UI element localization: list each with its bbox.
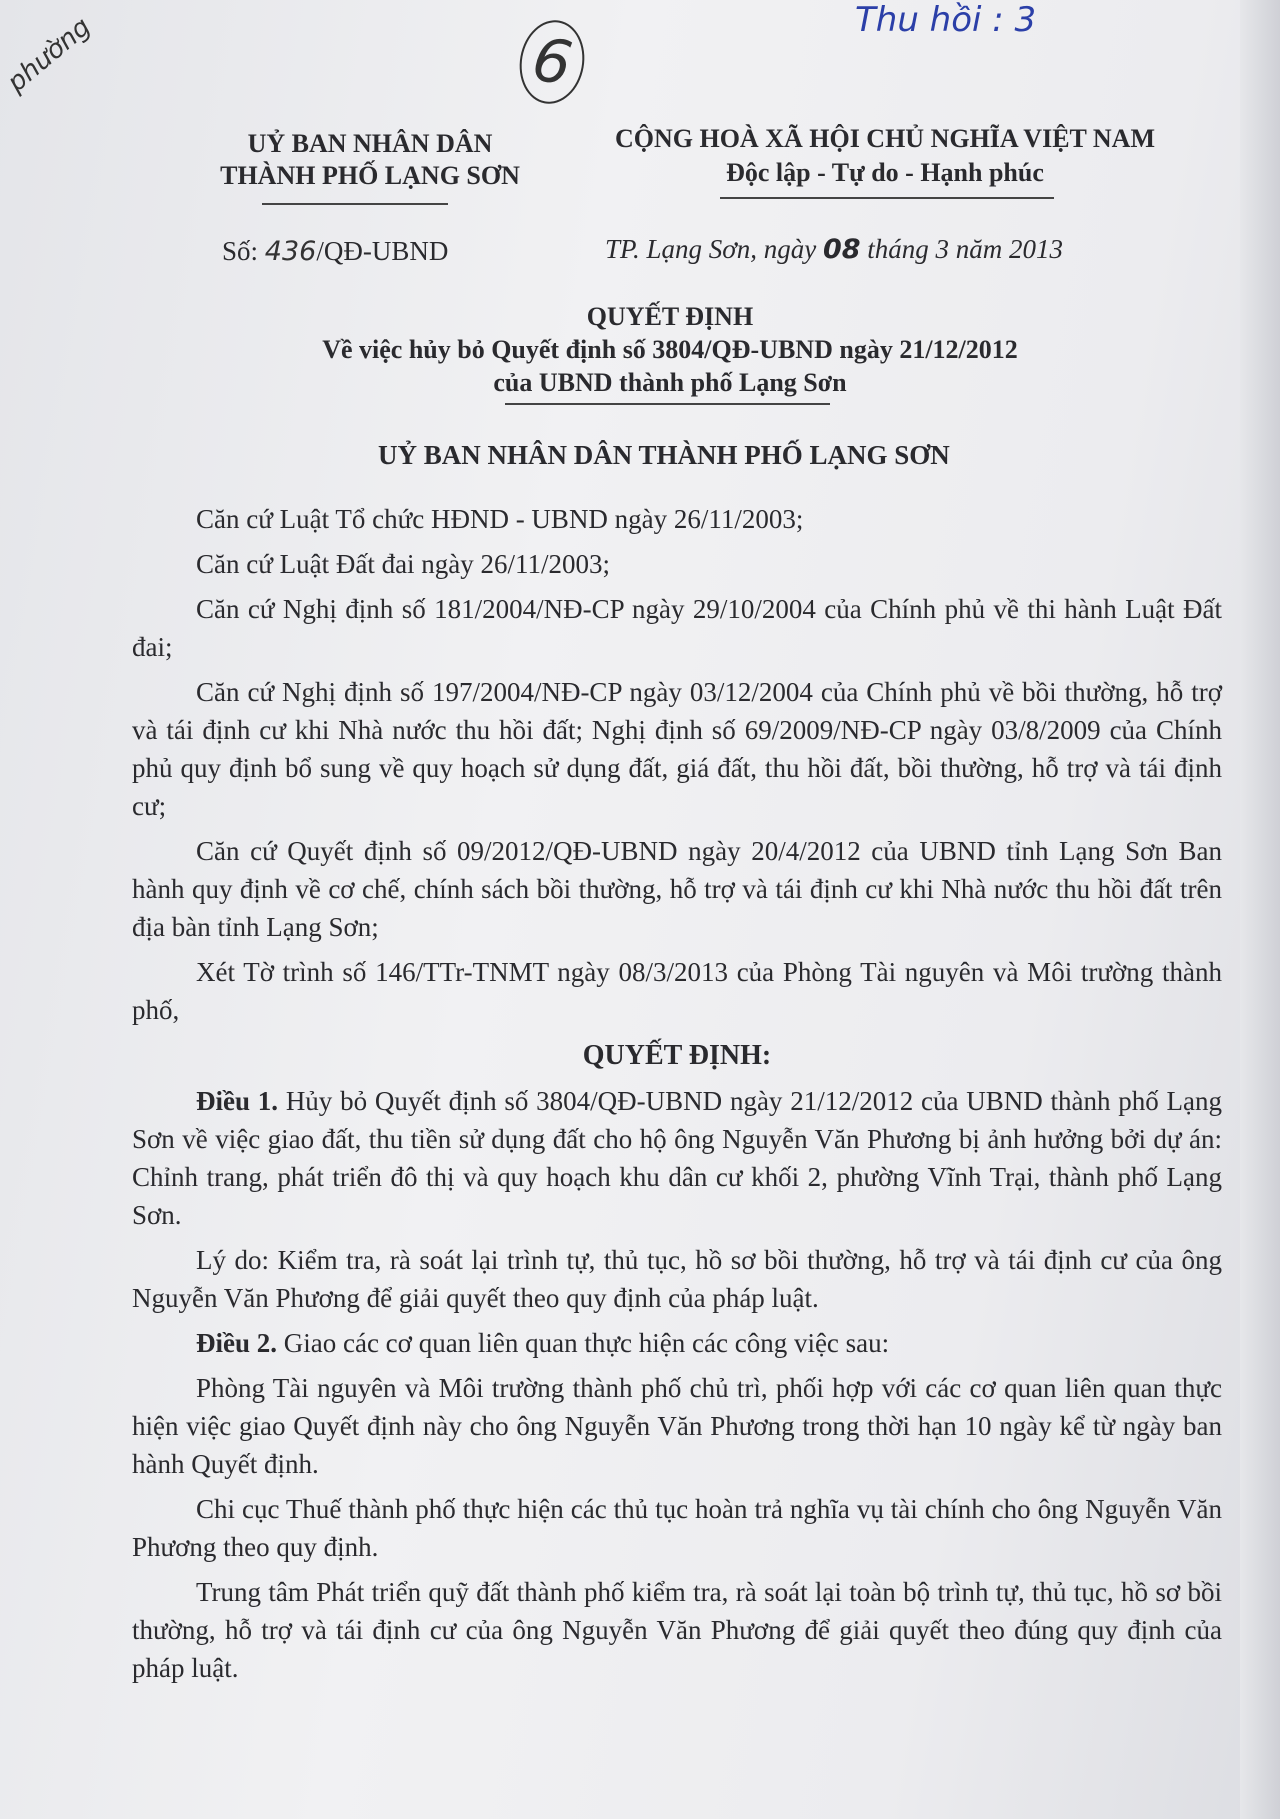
article-1-label: Điều 1.: [196, 1086, 279, 1116]
page-edge: [1240, 0, 1280, 1819]
basis-text: Căn cứ Nghị định số 197/2004/NĐ-CP ngày 03/12/2004 của Chính phủ về bồi thường, hỗ trợ và tái định cư khi Nhà nước thu hồi đất; Nghị định số 69/2009/NĐ-CP ngày 03/8/2009 của Chính phủ quy định bổ sung về quy hoạch sử dụng đất, giá đất, thu hồi đất, bồi thường, hỗ trợ và tái định cư;: [132, 677, 1222, 821]
basis-text: Căn cứ Luật Đất đai ngày 26/11/2003;: [196, 549, 611, 579]
basis-6: [132, 953, 1222, 1029]
title-sub2: của UBND thành phố Lạng Sơn: [493, 368, 847, 397]
issuer-line1: UỶ BAN NHÂN DÂN: [247, 129, 493, 158]
date-prefix: TP. Lạng Sơn, ngày: [605, 234, 817, 264]
article-2-label: Điều 2.: [196, 1328, 277, 1358]
basis-text: Căn cứ Quyết định số 09/2012/QĐ-UBND ngày 20/4/2012 của UBND tỉnh Lạng Sơn Ban hành quy định về cơ chế, chính sách bồi thường, hỗ trợ và tái định cư khi Nhà nước thu hồi đất trên địa bàn tỉnh Lạng Sơn;: [132, 836, 1222, 942]
article-1-text: Hủy bỏ Quyết định số 3804/QĐ-UBND ngày 21/12/2012 của UBND thành phố Lạng Sơn về việc giao đất, thu tiền sử dụng đất cho hộ ông Nguyễn Văn Phương bị ảnh hưởng bởi dự án: Chỉnh trang, phát triển đô thị và quy hoạch khu dân cư khối 2, phường Vĩnh Trại, thành phố Lạng Sơn.: [132, 1086, 1223, 1230]
basis-5: [132, 832, 1222, 946]
article-2-item-1: [132, 1369, 1222, 1483]
basis-3: [132, 590, 1222, 666]
article-2: [132, 1324, 1222, 1362]
basis-4: [132, 673, 1222, 825]
circled-number: 6: [513, 15, 591, 109]
document-body: [132, 0, 1222, 1714]
basis-2: [132, 545, 1222, 583]
basis-text: Căn cứ Luật Tổ chức HĐND - UBND ngày 26/11/2003;: [196, 504, 804, 534]
basis-text: Xét Tờ trình số 146/TTr-TNMT ngày 08/3/2013 của Phòng Tài nguyên và Môi trường thành phố,: [132, 957, 1222, 1025]
item-text: Trung tâm Phát triển quỹ đất thành phố kiểm tra, rà soát lại toàn bộ trình tự, thủ tục, hồ sơ bồi thường, hỗ trợ và tái định cư của ông Nguyễn Văn Phương để giải quyết theo đúng quy định của pháp luật.: [132, 1577, 1222, 1683]
margin-note: phường: [1, 11, 97, 99]
item-text: Chi cục Thuế thành phố thực hiện các thủ tục hoàn trả nghĩa vụ tài chính cho ông Nguyễn Văn Phương theo quy định.: [132, 1494, 1222, 1562]
country-name: CỘNG HOÀ XÃ HỘI CHỦ NGHĨA VIỆT NAM: [614, 124, 1156, 153]
issuer-line2: THÀNH PHỐ LẠNG SƠN: [220, 161, 520, 190]
date-rest: tháng 3 năm 2013: [867, 234, 1064, 264]
basis-text: Căn cứ Nghị định số 181/2004/NĐ-CP ngày 29/10/2004 của Chính phủ về thi hành Luật Đất đai;: [132, 594, 1222, 662]
title-main: QUYẾT ĐỊNH: [586, 302, 754, 331]
article-1-body: [132, 1082, 1222, 1234]
basis-1: [132, 500, 1222, 538]
article-1-reason: [132, 1241, 1222, 1317]
number-handwritten: 436: [264, 236, 317, 267]
article-2-text: Giao các cơ quan liên quan thực hiện các công việc sau:: [283, 1328, 890, 1358]
date-day: 08: [822, 234, 861, 265]
reason-text: Lý do: Kiểm tra, rà soát lại trình tự, thủ tục, hồ sơ bồi thường, hỗ trợ và tái định cư của ông Nguyễn Văn Phương để giải quyết theo quy định của pháp luật.: [132, 1245, 1222, 1313]
article-2-body: [132, 1324, 1222, 1362]
article-2-item-3: [132, 1573, 1222, 1687]
decision-heading: QUYẾT ĐỊNH:: [582, 1040, 772, 1071]
article-1: [132, 1082, 1222, 1234]
title-sub1: Về việc hủy bỏ Quyết định số 3804/QĐ-UBND ngày 21/12/2012: [322, 335, 1018, 364]
recall-note: Thu hồi : 3: [855, 0, 1037, 40]
article-2-item-2: [132, 1490, 1222, 1566]
number-suffix: /QĐ-UBND: [316, 236, 449, 266]
motto: Độc lập - Tự do - Hạnh phúc: [726, 158, 1044, 187]
number-prefix: Số:: [222, 236, 259, 266]
authority-heading: UỶ BAN NHÂN DÂN THÀNH PHỐ LẠNG SƠN: [378, 440, 950, 470]
item-text: Phòng Tài nguyên và Môi trường thành phố chủ trì, phối hợp với các cơ quan liên quan thực hiện việc giao Quyết định này cho ông Nguyễn Văn Phương trong thời hạn 10 ngày kể từ ngày ban hành Quyết định.: [132, 1373, 1222, 1479]
